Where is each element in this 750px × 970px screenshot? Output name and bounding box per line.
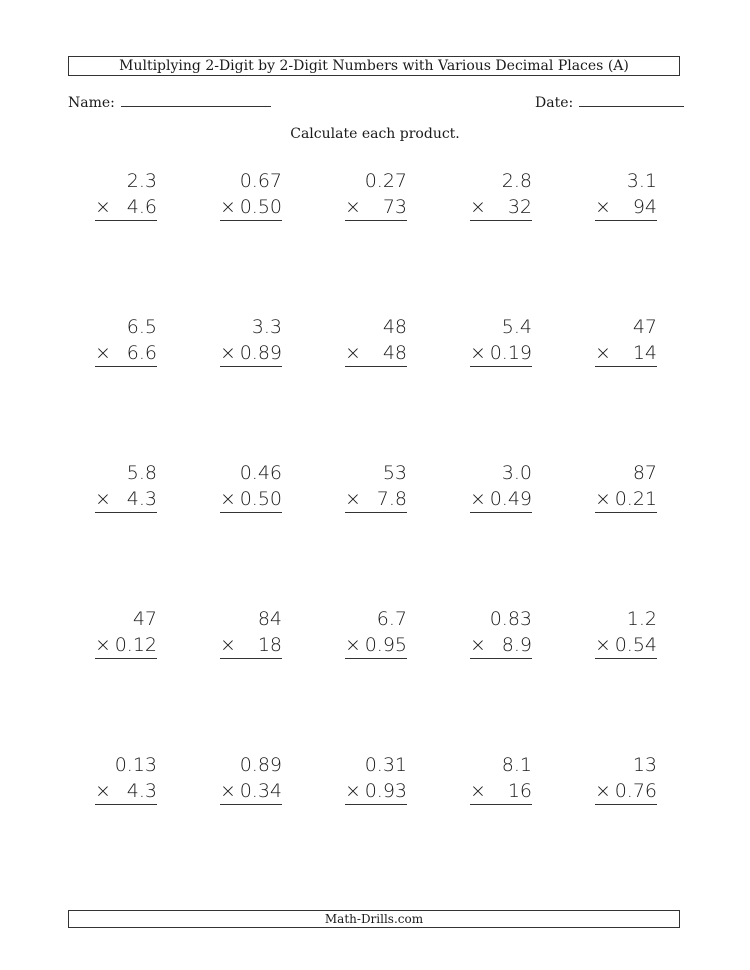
times-sign: ×	[95, 342, 111, 364]
problem-5-4	[470, 752, 532, 805]
multiplier: 0.50	[239, 488, 282, 510]
problem-4-5	[595, 606, 657, 659]
multiplicand: 6.5	[126, 316, 157, 338]
times-sign: ×	[220, 634, 236, 656]
multiplier-row	[345, 632, 407, 659]
multiplier-row	[595, 194, 657, 221]
multiplicand: 0.31	[364, 754, 407, 776]
times-sign: ×	[470, 342, 486, 364]
problem-2-4	[470, 314, 532, 367]
multiplicand: 47	[132, 608, 157, 630]
times-sign: ×	[470, 634, 486, 656]
multiplicand: 0.46	[239, 462, 282, 484]
multiplicand: 5.4	[501, 316, 532, 338]
footer: Math-Drills.com	[68, 910, 680, 928]
multiplier: 32	[507, 196, 532, 218]
multiplicand: 3.1	[626, 170, 657, 192]
problem-3-3	[345, 460, 407, 513]
times-sign: ×	[345, 196, 361, 218]
multiplicand: 0.13	[114, 754, 157, 776]
multiplier: 14	[632, 342, 657, 364]
multiplier: 4.6	[126, 196, 157, 218]
problem-2-5	[595, 314, 657, 367]
name-label: Name:	[68, 95, 115, 111]
problem-5-3	[345, 752, 407, 805]
multiplier: 48	[382, 342, 407, 364]
problem-grid	[60, 168, 685, 848]
multiplicand: 5.8	[126, 462, 157, 484]
problem-3-2	[220, 460, 282, 513]
multiplier-row	[470, 778, 532, 805]
multiplier: 0.93	[364, 780, 407, 802]
multiplicand: 8.1	[501, 754, 532, 776]
times-sign: ×	[595, 196, 611, 218]
problem-4-2	[220, 606, 282, 659]
multiplier-row	[470, 486, 532, 513]
multiplier-row	[95, 340, 157, 367]
multiplicand: 2.8	[501, 170, 532, 192]
problem-1-5	[595, 168, 657, 221]
multiplicand: 2.3	[126, 170, 157, 192]
problem-1-1	[95, 168, 157, 221]
multiplicand: 0.89	[239, 754, 282, 776]
multiplier: 4.3	[126, 780, 157, 802]
multiplier: 73	[382, 196, 407, 218]
multiplier-row	[220, 486, 282, 513]
multiplicand: 3.3	[251, 316, 282, 338]
multiplicand: 87	[632, 462, 657, 484]
times-sign: ×	[95, 780, 111, 802]
multiplicand: 13	[632, 754, 657, 776]
problem-5-2	[220, 752, 282, 805]
multiplicand: 47	[632, 316, 657, 338]
multiplier: 6.6	[126, 342, 157, 364]
times-sign: ×	[220, 780, 236, 802]
times-sign: ×	[95, 196, 111, 218]
times-sign: ×	[345, 780, 361, 802]
multiplier: 8.9	[501, 634, 532, 656]
multiplier-row	[220, 778, 282, 805]
multiplicand: 48	[382, 316, 407, 338]
multiplier: 16	[507, 780, 532, 802]
multiplier: 0.50	[239, 196, 282, 218]
times-sign: ×	[345, 488, 361, 510]
times-sign: ×	[470, 780, 486, 802]
multiplier-row	[345, 486, 407, 513]
multiplicand: 53	[382, 462, 407, 484]
date-label: Date:	[535, 95, 574, 111]
problem-4-1	[95, 606, 157, 659]
problem-3-4	[470, 460, 532, 513]
times-sign: ×	[345, 342, 361, 364]
times-sign: ×	[595, 634, 611, 656]
problem-5-1	[95, 752, 157, 805]
multiplier-row	[470, 194, 532, 221]
multiplier-row	[95, 486, 157, 513]
multiplier-row	[595, 778, 657, 805]
multiplier: 0.54	[614, 634, 657, 656]
problem-1-2	[220, 168, 282, 221]
times-sign: ×	[95, 488, 111, 510]
multiplier: 0.12	[114, 634, 157, 656]
multiplier-row	[470, 340, 532, 367]
multiplier: 0.76	[614, 780, 657, 802]
multiplier: 0.19	[489, 342, 532, 364]
multiplicand: 0.83	[489, 608, 532, 630]
multiplier-row	[220, 194, 282, 221]
multiplicand: 0.27	[364, 170, 407, 192]
multiplier: 94	[632, 196, 657, 218]
problem-4-3	[345, 606, 407, 659]
times-sign: ×	[595, 488, 611, 510]
multiplier-row	[595, 340, 657, 367]
times-sign: ×	[345, 634, 361, 656]
multiplier: 4.3	[126, 488, 157, 510]
multiplier: 7.8	[376, 488, 407, 510]
multiplier-row	[345, 778, 407, 805]
multiplier: 0.34	[239, 780, 282, 802]
times-sign: ×	[470, 488, 486, 510]
multiplier-row	[95, 778, 157, 805]
problem-5-5	[595, 752, 657, 805]
worksheet-title: Multiplying 2-Digit by 2-Digit Numbers with Various Decimal Places (A)	[68, 56, 680, 76]
problem-1-3	[345, 168, 407, 221]
problem-3-1	[95, 460, 157, 513]
multiplicand: 3.0	[501, 462, 532, 484]
problem-1-4	[470, 168, 532, 221]
times-sign: ×	[95, 634, 111, 656]
multiplier: 18	[257, 634, 282, 656]
multiplier-row	[220, 340, 282, 367]
multiplier: 0.95	[364, 634, 407, 656]
multiplicand: 1.2	[626, 608, 657, 630]
times-sign: ×	[595, 342, 611, 364]
multiplicand: 6.7	[376, 608, 407, 630]
multiplier-row	[220, 632, 282, 659]
multiplicand: 0.67	[239, 170, 282, 192]
multiplicand: 84	[257, 608, 282, 630]
times-sign: ×	[470, 196, 486, 218]
name-field	[68, 92, 271, 113]
multiplier-row	[470, 632, 532, 659]
problem-2-3	[345, 314, 407, 367]
multiplier-row	[345, 340, 407, 367]
date-blank-line[interactable]	[579, 92, 684, 107]
problem-2-2	[220, 314, 282, 367]
date-field	[535, 92, 684, 113]
times-sign: ×	[220, 342, 236, 364]
multiplier-row	[595, 486, 657, 513]
times-sign: ×	[220, 488, 236, 510]
times-sign: ×	[220, 196, 236, 218]
multiplier-row	[95, 632, 157, 659]
multiplier: 0.49	[489, 488, 532, 510]
multiplier-row	[95, 194, 157, 221]
multiplier: 0.89	[239, 342, 282, 364]
problem-3-5	[595, 460, 657, 513]
times-sign: ×	[595, 780, 611, 802]
multiplier-row	[345, 194, 407, 221]
problem-2-1	[95, 314, 157, 367]
problem-4-4	[470, 606, 532, 659]
instructions: Calculate each product.	[290, 126, 460, 142]
name-blank-line[interactable]	[121, 92, 271, 107]
multiplier-row	[595, 632, 657, 659]
multiplier: 0.21	[614, 488, 657, 510]
